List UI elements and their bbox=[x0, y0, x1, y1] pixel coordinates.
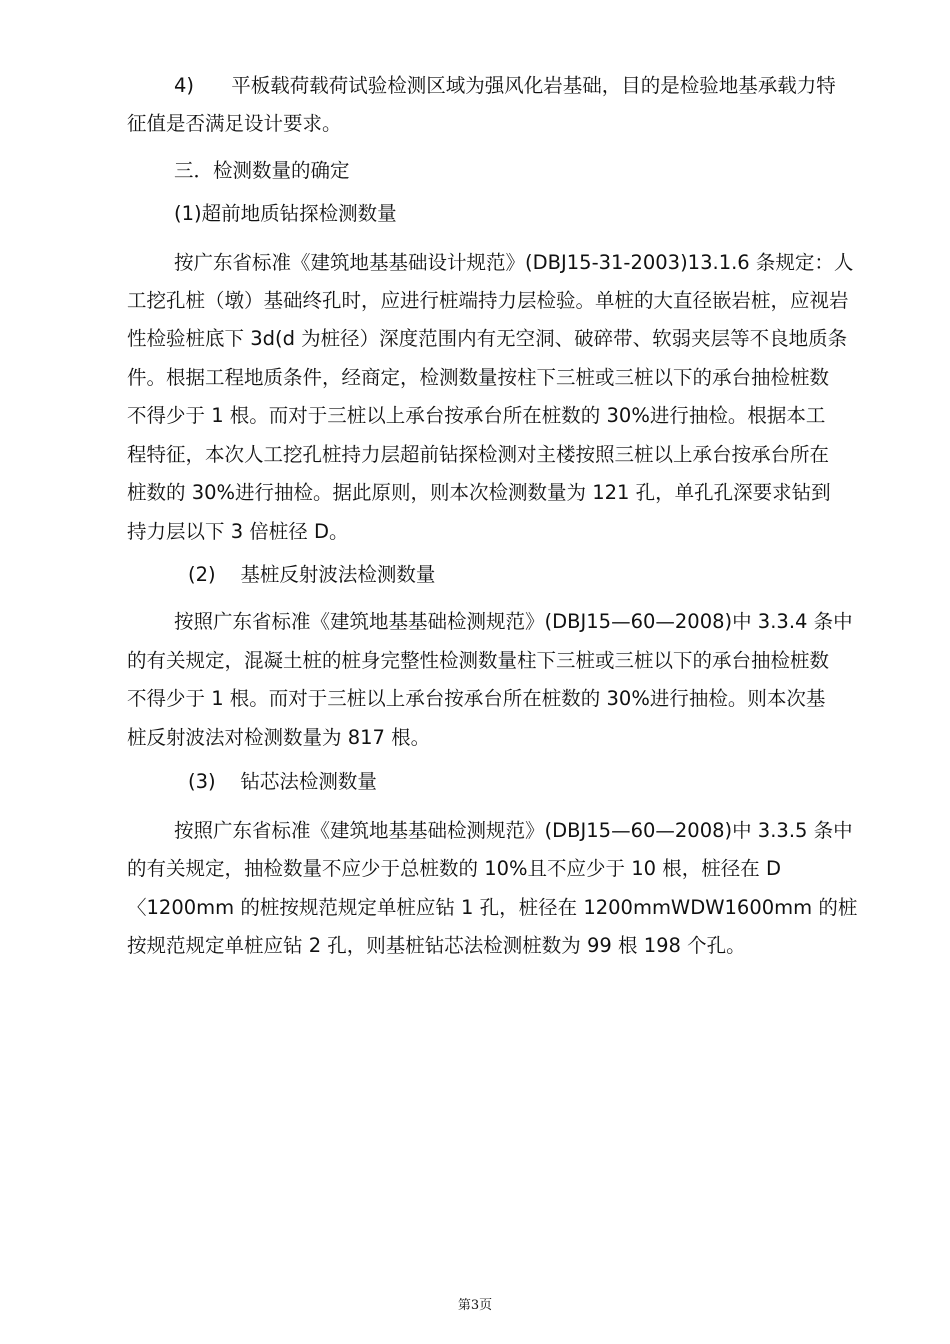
paragraph-1-line-6: 程特征，本次人工挖孔桩持力层超前钻探检测对主楼按照三桩以上承台按承台所在 bbox=[127, 443, 830, 466]
subsection-3-heading: (3) 钻芯法检测数量 bbox=[188, 770, 377, 793]
subsection-2-heading: (2) 基桩反射波法检测数量 bbox=[188, 563, 436, 586]
paragraph-1-line-1: 按广东省标准《建筑地基基础设计规范》(DBJ15-31-2003)13.1.6 条规定：人 bbox=[174, 251, 854, 274]
paragraph-2-line-3: 不得少于 1 根。而对于三桩以上承台按承台所在桩数的 30%进行抽检。则本次基 bbox=[127, 687, 826, 710]
paragraph-2-line-4: 桩反射波法对检测数量为 817 根。 bbox=[127, 726, 431, 749]
item-4-line-2: 征值是否满足设计要求。 bbox=[127, 112, 342, 135]
section-heading: 三．检测数量的确定 bbox=[174, 159, 350, 182]
paragraph-3-line-1: 按照广东省标准《建筑地基基础检测规范》(DBJ15—60—2008)中 3.3.5 条中 bbox=[174, 819, 853, 842]
subsection-1-heading: (1)超前地质钻探检测数量 bbox=[174, 202, 397, 225]
paragraph-1-line-7: 桩数的 30%进行抽检。据此原则，则本次检测数量为 121 孔，单孔孔深要求钻到 bbox=[127, 481, 831, 504]
paragraph-3-line-2: 的有关规定，抽检数量不应少于总桩数的 10%且不应少于 10 根，桩径在 D bbox=[127, 857, 781, 880]
paragraph-1-line-4: 件。根据工程地质条件，经商定，检测数量按柱下三桩或三桩以下的承台抽检桩数 bbox=[127, 366, 830, 389]
paragraph-3-line-3: 〈1200mm 的桩按规范规定单桩应钻 1 孔，桩径在 1200mmWDW1600mm 的桩 bbox=[127, 896, 858, 919]
page-number: 第3页 bbox=[457, 1298, 493, 1313]
paragraph-3-line-4: 按规范规定单桩应钻 2 孔，则基桩钻芯法检测桩数为 99 根 198 个孔。 bbox=[127, 934, 746, 957]
item-4-line-1: 4) 平板载荷载荷试验检测区域为强风化岩基础，目的是检验地基承载力特 bbox=[174, 74, 836, 97]
paragraph-2-line-1: 按照广东省标准《建筑地基基础检测规范》(DBJ15—60—2008)中 3.3.4 条中 bbox=[174, 610, 853, 633]
paragraph-1-line-5: 不得少于 1 根。而对于三桩以上承台按承台所在桩数的 30%进行抽检。根据本工 bbox=[127, 404, 826, 427]
paragraph-1-line-3: 性检验桩底下 3d(d 为桩径）深度范围内有无空洞、破碎带、软弱夹层等不良地质条 bbox=[127, 327, 848, 350]
paragraph-1-line-8: 持力层以下 3 倍桩径 D。 bbox=[127, 520, 349, 543]
paragraph-1-line-2: 工挖孔桩（墩）基础终孔时，应进行桩端持力层检验。单桩的大直径嵌岩桩，应视岩 bbox=[127, 289, 849, 312]
paragraph-2-line-2: 的有关规定，混凝土桩的桩身完整性检测数量柱下三桩或三桩以下的承台抽检桩数 bbox=[127, 649, 830, 672]
